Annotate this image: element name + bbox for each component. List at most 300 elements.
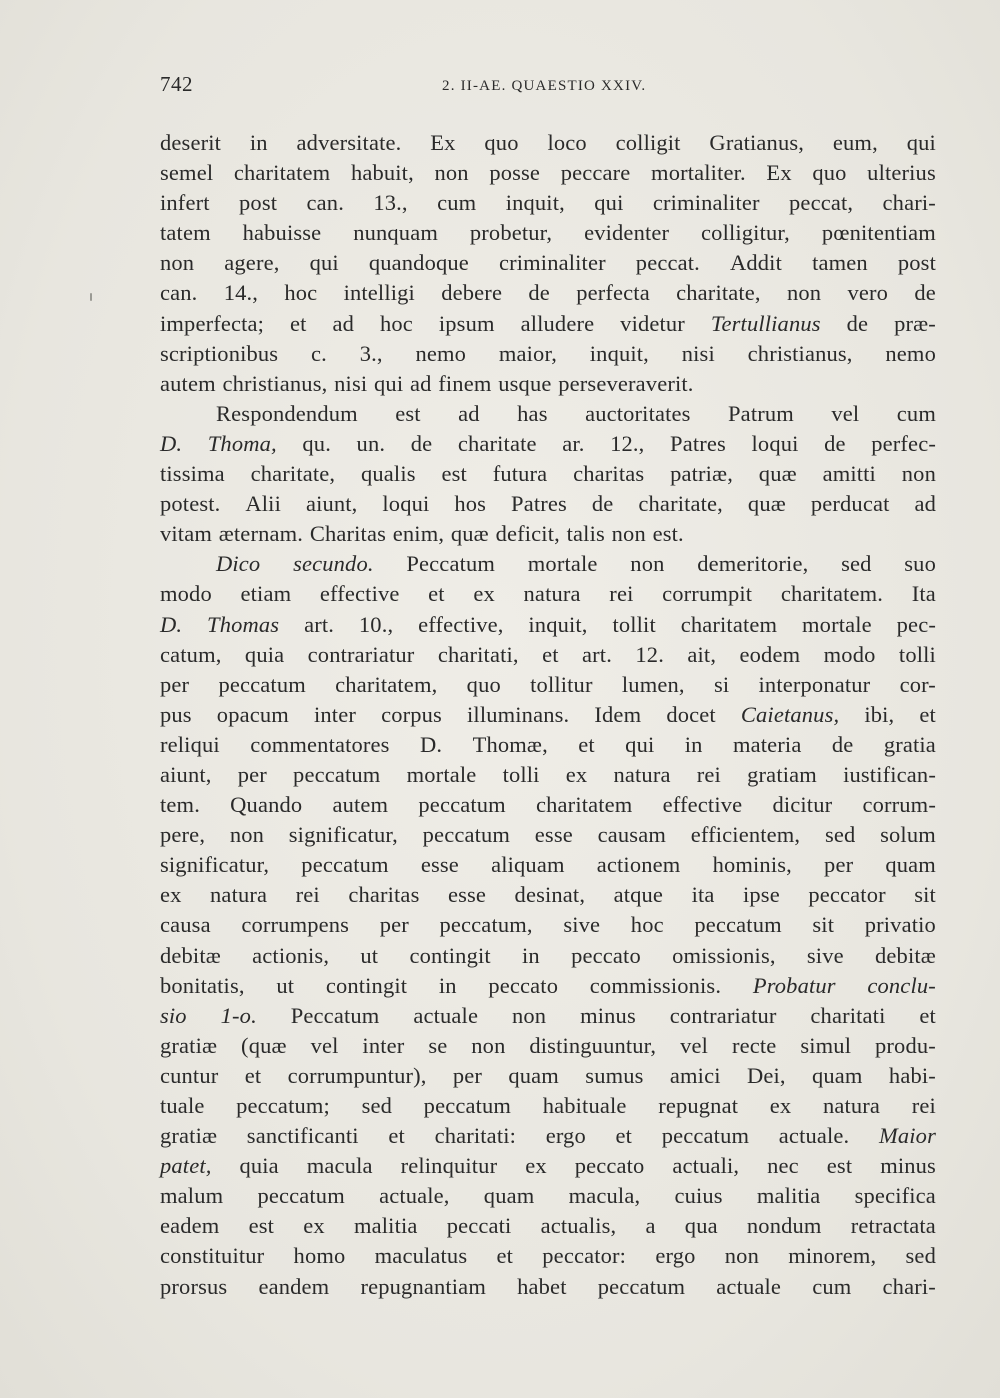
word: finem bbox=[438, 370, 492, 396]
text-line bbox=[160, 640, 936, 670]
word: Idem bbox=[594, 701, 642, 727]
word: in bbox=[684, 731, 703, 757]
word: secundo. bbox=[293, 551, 374, 577]
word: est bbox=[441, 461, 467, 487]
text-line bbox=[160, 850, 936, 880]
word: 12., bbox=[610, 430, 645, 456]
word: qui bbox=[374, 370, 404, 396]
page-header bbox=[160, 72, 936, 102]
word: gratia bbox=[883, 731, 936, 757]
word: 3., bbox=[359, 340, 383, 366]
word: Probatur bbox=[752, 972, 836, 998]
word: nunquam bbox=[353, 220, 438, 246]
word: amici bbox=[669, 1062, 721, 1088]
word: natura bbox=[210, 882, 268, 908]
word: præ- bbox=[894, 310, 936, 336]
word: de bbox=[824, 430, 846, 456]
word: can. bbox=[306, 190, 344, 216]
word: ipse bbox=[743, 882, 780, 908]
word: ex bbox=[525, 1153, 547, 1179]
word: actionis, bbox=[252, 942, 330, 968]
text-line bbox=[160, 1121, 936, 1151]
word: ait, bbox=[687, 641, 717, 667]
text-line bbox=[160, 700, 936, 730]
word: Dei, bbox=[746, 1062, 786, 1088]
word: charitate, bbox=[676, 280, 761, 306]
text-line bbox=[160, 971, 936, 1001]
word: docet bbox=[666, 701, 716, 727]
word: qua bbox=[684, 1213, 718, 1239]
word: effective, bbox=[418, 611, 504, 637]
word: æternam. bbox=[218, 521, 304, 547]
word: de bbox=[410, 430, 433, 456]
word: homo bbox=[293, 1243, 346, 1269]
word: retractata bbox=[850, 1213, 936, 1239]
text-line bbox=[160, 1241, 936, 1271]
word: ex bbox=[160, 882, 182, 908]
word: deserit bbox=[160, 130, 222, 155]
word: est bbox=[826, 1153, 853, 1179]
word: tatem bbox=[160, 220, 211, 246]
word: christianus, bbox=[222, 370, 328, 396]
word: tolli bbox=[898, 641, 936, 667]
word: corrumpuntur), bbox=[287, 1062, 427, 1088]
word: vero bbox=[847, 280, 889, 306]
word: aliquam bbox=[491, 852, 565, 878]
text-line bbox=[160, 248, 936, 278]
text-line bbox=[160, 489, 936, 519]
word: in bbox=[249, 130, 268, 155]
word: Thomæ, bbox=[472, 731, 548, 757]
word: in bbox=[522, 942, 540, 968]
word: si bbox=[713, 671, 730, 697]
word: relinquitur bbox=[400, 1153, 498, 1179]
word: colligitur, bbox=[701, 220, 790, 246]
word: nemo bbox=[415, 340, 467, 366]
word: ad bbox=[458, 400, 480, 426]
word: mortale bbox=[527, 551, 598, 577]
word: et bbox=[542, 641, 559, 667]
word: opacum bbox=[216, 701, 289, 727]
word: efficientem, bbox=[690, 822, 801, 848]
word: D. bbox=[160, 611, 183, 637]
word: debere bbox=[441, 280, 503, 306]
word: peccat. bbox=[635, 250, 700, 276]
word: eandem bbox=[258, 1273, 330, 1299]
word: et bbox=[388, 1123, 405, 1149]
text-line bbox=[160, 459, 936, 489]
word: contingit bbox=[409, 942, 491, 968]
word: ut bbox=[276, 972, 295, 998]
word: can. bbox=[160, 280, 198, 306]
word: esse bbox=[534, 822, 573, 848]
word: tuale bbox=[160, 1093, 205, 1118]
running-head: 2. II-AE. QUAESTIO XXIV. bbox=[442, 78, 647, 94]
word: quam bbox=[483, 1183, 535, 1209]
word: deficit, bbox=[495, 521, 560, 547]
word: gratiam bbox=[747, 761, 817, 787]
word: Maior bbox=[878, 1123, 936, 1149]
word: eum, bbox=[832, 130, 878, 155]
word: vitam bbox=[160, 521, 212, 547]
word: rei bbox=[911, 1093, 936, 1118]
text-line bbox=[160, 820, 936, 850]
word: infert bbox=[160, 190, 210, 216]
word: art. bbox=[304, 611, 335, 637]
word: D. bbox=[160, 430, 183, 456]
word: intelligi bbox=[343, 280, 415, 306]
text-line bbox=[160, 218, 936, 248]
word: peccatum bbox=[422, 822, 511, 848]
word: significatur, bbox=[160, 852, 270, 878]
word: habuit, bbox=[350, 160, 414, 186]
word: nisi bbox=[681, 340, 715, 366]
word: habituale bbox=[542, 1093, 627, 1118]
word: actuale bbox=[413, 1002, 479, 1028]
word: qui bbox=[625, 731, 655, 757]
word: peccato bbox=[488, 972, 559, 998]
word: actualis, bbox=[540, 1213, 617, 1239]
word: repugnat bbox=[658, 1093, 739, 1118]
word: Tertullianus bbox=[710, 310, 821, 336]
body-text bbox=[160, 128, 936, 1302]
word: actuale, bbox=[379, 1183, 450, 1209]
word: hos bbox=[454, 491, 487, 517]
word: tollitur bbox=[530, 671, 593, 697]
word: conclu- bbox=[867, 972, 936, 998]
word: Thoma, bbox=[207, 430, 277, 456]
word: probetur, bbox=[469, 220, 553, 246]
word: per bbox=[824, 852, 854, 878]
word: mortale bbox=[406, 761, 477, 787]
word: Patres bbox=[670, 430, 726, 456]
word: minus bbox=[880, 1153, 936, 1179]
word: scriptionibus bbox=[160, 340, 279, 366]
word: sed bbox=[824, 822, 856, 848]
word: privatio bbox=[864, 912, 936, 938]
text-line bbox=[160, 1151, 936, 1181]
word: colligit bbox=[615, 130, 681, 155]
word: habuisse bbox=[242, 220, 322, 246]
word: evidenter bbox=[584, 220, 670, 246]
word: esse bbox=[420, 852, 459, 878]
word: alludere bbox=[520, 310, 595, 336]
word: commentatores bbox=[250, 731, 390, 757]
text-line bbox=[160, 278, 936, 308]
word: sive bbox=[563, 912, 601, 938]
word: reliqui bbox=[160, 731, 220, 757]
text-line bbox=[160, 519, 936, 549]
word: Addit bbox=[729, 250, 782, 276]
word: est bbox=[248, 1213, 275, 1239]
word: perseveraverit. bbox=[558, 370, 694, 396]
word: hoc bbox=[630, 912, 664, 938]
text-line bbox=[160, 760, 936, 790]
word: ergo bbox=[545, 1123, 586, 1149]
word: omissionis, bbox=[672, 942, 776, 968]
word: mortale bbox=[802, 611, 872, 637]
word: usque bbox=[498, 370, 552, 396]
word: contrariatur bbox=[669, 1002, 777, 1028]
word: peccatum bbox=[661, 1123, 750, 1149]
word: potest. bbox=[160, 491, 221, 517]
word: non bbox=[434, 160, 469, 186]
word: in bbox=[438, 972, 457, 998]
word: contrariatur bbox=[307, 641, 415, 667]
text-line bbox=[160, 158, 936, 188]
word: loqui bbox=[751, 430, 799, 456]
word: inquit, bbox=[505, 190, 565, 216]
word: nemo bbox=[885, 340, 936, 366]
word: peccatum bbox=[694, 912, 782, 938]
word: non bbox=[511, 1002, 547, 1028]
word: qui bbox=[906, 130, 936, 155]
word: art. bbox=[582, 641, 612, 667]
word: sed bbox=[905, 1243, 936, 1269]
word: quia bbox=[239, 1153, 279, 1179]
word: ex bbox=[565, 761, 588, 787]
word: Peccatum bbox=[290, 1002, 380, 1028]
word: natura bbox=[822, 1093, 881, 1118]
word: actuali, bbox=[672, 1153, 740, 1179]
word: per bbox=[452, 1062, 483, 1088]
word: vel bbox=[831, 400, 860, 426]
word: aiunt, bbox=[160, 761, 212, 787]
word: quæ bbox=[450, 521, 489, 547]
word: ergo bbox=[655, 1243, 696, 1269]
word: habi- bbox=[888, 1062, 936, 1088]
word: tollit bbox=[612, 611, 656, 637]
word: charitatem bbox=[536, 792, 633, 818]
word: non bbox=[611, 521, 646, 547]
word: non bbox=[229, 822, 265, 848]
word: ipsum bbox=[438, 310, 495, 336]
word: Quando bbox=[230, 792, 303, 818]
word: pere, bbox=[160, 822, 206, 848]
word: desinat, bbox=[514, 882, 586, 908]
word: cum bbox=[437, 190, 477, 216]
word: commissionis. bbox=[589, 972, 722, 998]
word: ad bbox=[332, 310, 355, 336]
text-line bbox=[160, 730, 936, 760]
word: sit bbox=[812, 912, 835, 938]
word: bonitatis, bbox=[160, 972, 245, 998]
word: tamen bbox=[812, 250, 868, 276]
word: prorsus bbox=[160, 1273, 228, 1299]
word: sed bbox=[361, 1093, 393, 1118]
word: hoc bbox=[284, 280, 318, 306]
word: chari- bbox=[882, 1273, 936, 1299]
word: catum, bbox=[160, 641, 222, 667]
text-line bbox=[160, 1031, 936, 1061]
word: cor- bbox=[899, 671, 936, 697]
text-line bbox=[160, 1181, 936, 1211]
word: modo bbox=[823, 641, 876, 667]
word: perfecta bbox=[576, 280, 650, 306]
word: modo bbox=[160, 581, 212, 607]
word: peccatum bbox=[257, 1183, 345, 1209]
word: tolli bbox=[502, 761, 540, 787]
word: nondum bbox=[746, 1213, 822, 1239]
word: maior, bbox=[498, 340, 557, 366]
word: charitati, bbox=[437, 641, 519, 667]
word: pus bbox=[160, 701, 192, 727]
word: natura bbox=[613, 761, 671, 787]
word: charitatem, bbox=[335, 671, 438, 697]
word: charitatem. bbox=[780, 581, 884, 607]
word: non bbox=[901, 461, 936, 487]
word: quo bbox=[812, 160, 847, 186]
word: illuminans. bbox=[467, 701, 570, 727]
word: Thomas bbox=[207, 611, 280, 637]
word: imperfecta; bbox=[160, 310, 265, 336]
word: charitatem bbox=[233, 160, 331, 186]
word: ita bbox=[691, 882, 715, 908]
text-line bbox=[160, 610, 936, 640]
word: adversitate. bbox=[296, 130, 402, 155]
word: interponatur bbox=[758, 671, 871, 697]
word: loqui bbox=[382, 491, 430, 517]
word: hoc bbox=[380, 310, 413, 336]
word: futura bbox=[492, 461, 548, 487]
text-line bbox=[160, 910, 936, 940]
word: est bbox=[395, 400, 421, 426]
word: patet, bbox=[160, 1153, 212, 1179]
word: vel bbox=[680, 1032, 709, 1058]
word: peccat, bbox=[789, 190, 854, 216]
word: materia bbox=[732, 731, 802, 757]
text-line bbox=[160, 579, 936, 609]
word: 14., bbox=[223, 280, 259, 306]
word: est. bbox=[652, 521, 684, 547]
word: quæ bbox=[747, 491, 786, 517]
word: 1-o. bbox=[220, 1002, 257, 1028]
word: charitatem bbox=[680, 611, 778, 637]
word: demeritorie, bbox=[697, 551, 809, 577]
text-line bbox=[160, 1061, 936, 1091]
word: etiam bbox=[240, 581, 292, 607]
word: inquit, bbox=[528, 611, 588, 637]
word: suo bbox=[904, 551, 936, 577]
word: ar. bbox=[562, 430, 585, 456]
word: ibi, bbox=[864, 701, 895, 727]
word: solum bbox=[880, 822, 936, 848]
word: peccato bbox=[571, 942, 641, 968]
word: Gratianus, bbox=[709, 130, 805, 155]
text-line bbox=[160, 941, 936, 971]
word: patriæ, bbox=[670, 461, 733, 487]
word: inter bbox=[362, 1032, 405, 1058]
word: cum bbox=[896, 400, 936, 426]
word: charitati: bbox=[434, 1123, 517, 1149]
word: effective bbox=[319, 581, 400, 607]
word: cuntur bbox=[160, 1062, 219, 1088]
word: peccato bbox=[574, 1153, 645, 1179]
word: charitate, bbox=[638, 491, 723, 517]
word: tem. bbox=[160, 792, 200, 818]
word: Alii bbox=[245, 491, 281, 517]
word: macula bbox=[306, 1153, 373, 1179]
word: charitate bbox=[457, 430, 537, 456]
word: sanctificanti bbox=[246, 1123, 359, 1149]
word: quam bbox=[885, 852, 936, 878]
word: quia bbox=[244, 641, 285, 667]
word: qu. bbox=[302, 430, 331, 456]
text-line bbox=[160, 309, 936, 339]
word: malitia bbox=[756, 1183, 821, 1209]
word: semel bbox=[160, 160, 214, 186]
word: tissima bbox=[160, 461, 225, 487]
word: rei bbox=[696, 761, 721, 787]
word: minus bbox=[580, 1002, 636, 1028]
word: peccatum bbox=[301, 852, 389, 878]
word: et bbox=[578, 731, 595, 757]
word: iustifican- bbox=[843, 761, 936, 787]
word: Respondendum bbox=[216, 400, 358, 426]
word: et bbox=[496, 1243, 514, 1269]
word: malitia bbox=[353, 1213, 418, 1239]
text-line bbox=[160, 429, 936, 459]
word: effective bbox=[662, 792, 743, 818]
word: mortaliter. bbox=[651, 160, 746, 186]
word: sive bbox=[806, 942, 844, 968]
word: 10., bbox=[358, 611, 394, 637]
word: inquit, bbox=[589, 340, 649, 366]
word: peccatum, bbox=[439, 912, 533, 938]
word: perducat bbox=[810, 491, 890, 517]
word: recte bbox=[731, 1032, 777, 1058]
word: ad bbox=[409, 370, 432, 396]
word: cum bbox=[812, 1273, 852, 1299]
word: peccatum; bbox=[236, 1093, 330, 1118]
word: produ- bbox=[875, 1032, 936, 1058]
word: macula, bbox=[568, 1183, 641, 1209]
word: minorem, bbox=[788, 1243, 877, 1269]
word: specifica bbox=[854, 1183, 936, 1209]
word: de bbox=[914, 280, 936, 306]
word: debitæ bbox=[160, 942, 221, 968]
word: peccator: bbox=[542, 1243, 627, 1269]
word: (quæ bbox=[241, 1032, 287, 1058]
word: charitas bbox=[348, 882, 420, 908]
word: corrumpit bbox=[662, 581, 753, 607]
word: maculatus bbox=[374, 1243, 468, 1269]
word: Ex bbox=[766, 160, 792, 186]
word: Caietanus, bbox=[740, 701, 840, 727]
word: criminaliter bbox=[498, 250, 606, 276]
word: c. bbox=[311, 340, 327, 366]
text-line bbox=[160, 1091, 936, 1121]
word: non bbox=[786, 280, 822, 306]
paper-mark bbox=[90, 293, 92, 301]
word: ad bbox=[914, 491, 936, 517]
word: inter bbox=[314, 701, 356, 727]
word: gratiæ bbox=[160, 1032, 218, 1058]
text-line bbox=[160, 790, 936, 820]
word: qui bbox=[594, 190, 624, 216]
word: peccatum bbox=[418, 792, 506, 818]
word: amitti bbox=[822, 461, 876, 487]
word: nec bbox=[767, 1153, 799, 1179]
word: quam bbox=[508, 1062, 559, 1088]
word: D. bbox=[419, 731, 443, 757]
word: peccati bbox=[446, 1213, 512, 1239]
word: actuale bbox=[716, 1273, 782, 1299]
word: repugnantiam bbox=[360, 1273, 486, 1299]
word: christianus, bbox=[747, 340, 853, 366]
word: Patres bbox=[511, 491, 567, 517]
word: de bbox=[528, 280, 550, 306]
